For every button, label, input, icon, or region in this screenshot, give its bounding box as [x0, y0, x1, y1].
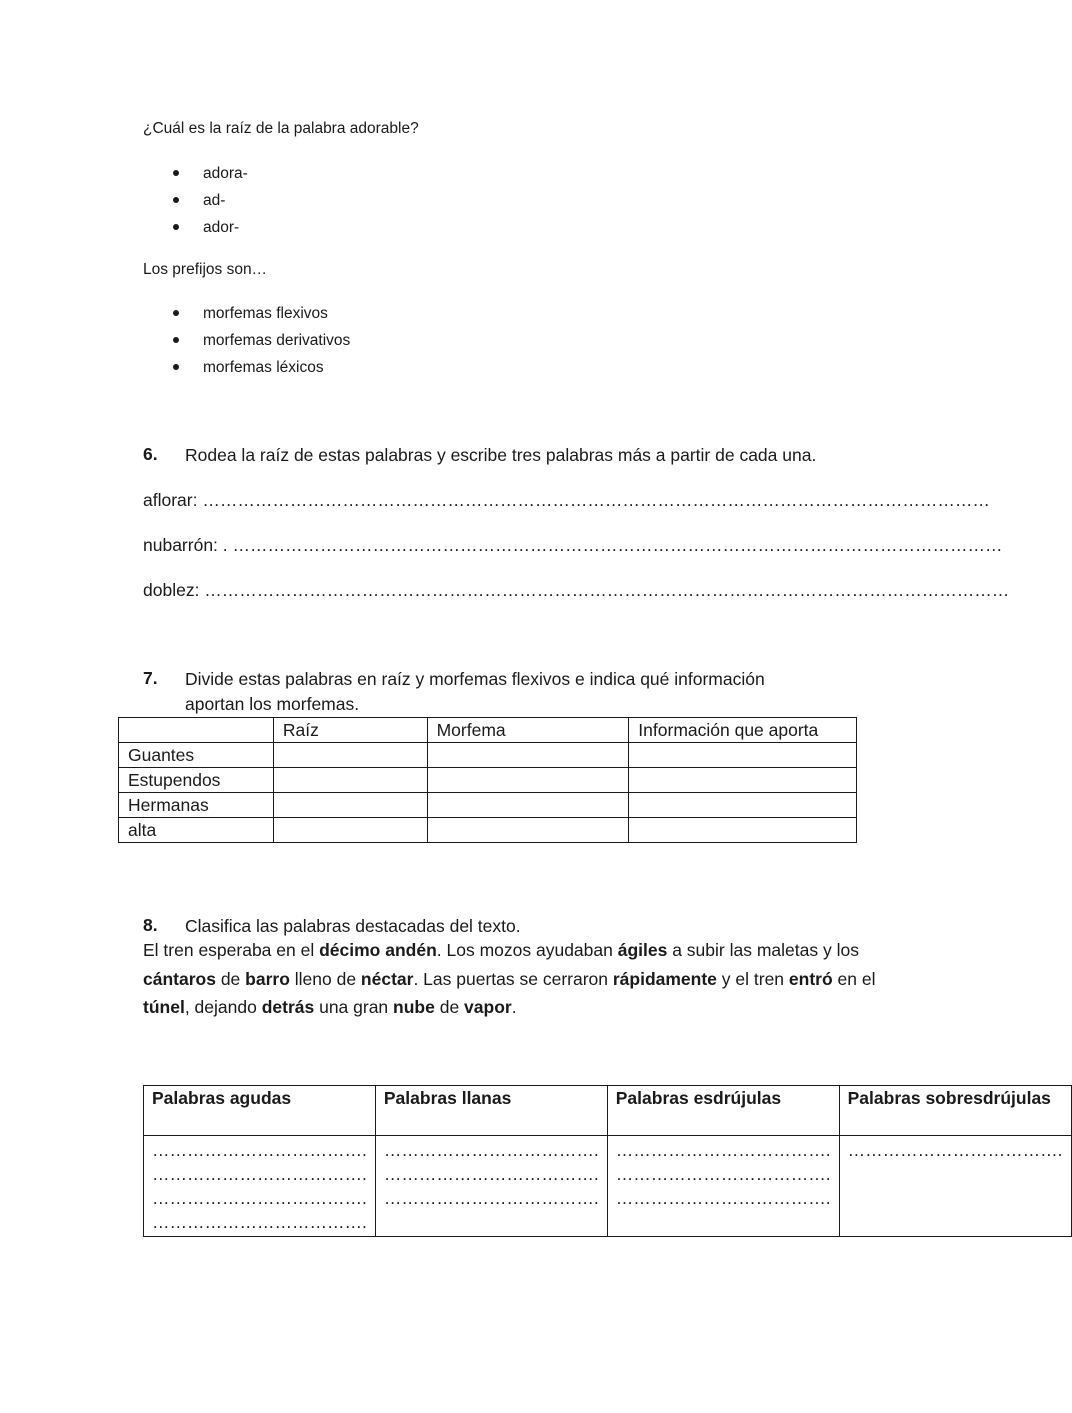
- table-row: [144, 1136, 1072, 1237]
- options-prefijos: [170, 300, 350, 381]
- q7-text-line2: aportan los morfemas.: [185, 694, 360, 714]
- fill-line[interactable]: ……………………………….: [615, 1164, 831, 1184]
- fill-line[interactable]: ……………………………….: [152, 1188, 367, 1208]
- answer-cell[interactable]: [427, 793, 629, 818]
- option-item[interactable]: morfemas léxicos: [170, 354, 350, 381]
- table-header-row: [119, 718, 857, 743]
- highlighted-word: detrás: [261, 997, 315, 1017]
- highlighted-word: cántaros: [143, 968, 216, 989]
- answer-cell[interactable]: [273, 818, 427, 843]
- table-header: Raíz: [273, 718, 427, 743]
- highlighted-word: túnel: [143, 997, 185, 1017]
- q6-line-aflorar[interactable]: aflorar: ………………………………………………………………………………………………………………………: [143, 490, 990, 510]
- bullet-icon: [173, 170, 179, 176]
- answer-cell[interactable]: [427, 743, 629, 768]
- fill-line[interactable]: ……………………………….: [152, 1212, 367, 1232]
- fill-line[interactable]: ……………………………….: [615, 1188, 831, 1208]
- highlighted-word: barro: [245, 968, 290, 989]
- paragraph-text: lleno de: [289, 968, 361, 989]
- paragraph-text: . Las puertas se cerraron: [413, 968, 613, 989]
- q7-number: 7.: [143, 668, 158, 688]
- row-label: alta: [119, 818, 274, 843]
- answer-cell[interactable]: [629, 818, 857, 843]
- paragraph-text: , dejando: [184, 997, 262, 1017]
- answer-cell[interactable]: [273, 768, 427, 793]
- fill-line[interactable]: ……………………………….: [383, 1188, 599, 1208]
- q6-line-doblez[interactable]: doblez: …………………………………………………………………………………………………………………………: [143, 580, 1010, 600]
- answer-cell[interactable]: [273, 743, 427, 768]
- fill-line[interactable]: ……………………………….: [615, 1140, 831, 1160]
- bullet-icon: [173, 364, 179, 370]
- option-item[interactable]: morfemas derivativos: [170, 327, 350, 354]
- option-item[interactable]: morfemas flexivos: [170, 300, 350, 327]
- question-raiz: ¿Cuál es la raíz de la palabra adorable?: [143, 120, 419, 137]
- paragraph-text: El tren esperaba en el: [143, 940, 320, 960]
- q7-text-line1: Divide estas palabras en raíz y morfemas flexivos e indica qué información: [185, 669, 765, 689]
- paragraph-text: de: [434, 997, 465, 1017]
- q6-number: 6.: [143, 444, 158, 464]
- highlighted-word: rápidamente: [612, 968, 717, 989]
- fill-line[interactable]: ……………………………….: [152, 1164, 367, 1184]
- table-row: [119, 818, 857, 843]
- paragraph-text: .: [511, 997, 517, 1017]
- answer-cell[interactable]: [629, 768, 857, 793]
- bullet-icon: [173, 197, 179, 203]
- q6-text: Rodea la raíz de estas palabras y escribe tres palabras más a partir de cada una.: [185, 445, 817, 465]
- row-label: Hermanas: [119, 793, 274, 818]
- answer-cell-agudas[interactable]: [144, 1136, 376, 1237]
- answer-cell-esdrujulas[interactable]: [607, 1136, 839, 1237]
- table-row: [119, 768, 857, 793]
- answer-cell[interactable]: [427, 768, 629, 793]
- answer-cell-llanas[interactable]: [375, 1136, 607, 1237]
- answer-cell[interactable]: [427, 818, 629, 843]
- table-header: Morfema: [427, 718, 629, 743]
- table-header-row: [144, 1086, 1072, 1136]
- highlighted-word: entró: [788, 968, 833, 989]
- answer-cell[interactable]: [273, 793, 427, 818]
- table-header: [119, 718, 274, 743]
- highlighted-word: vapor: [464, 997, 512, 1017]
- row-label: Estupendos: [119, 768, 274, 793]
- question-prefijos: Los prefijos son…: [143, 261, 268, 278]
- options-raiz: [170, 160, 248, 241]
- highlighted-word: nube: [393, 997, 435, 1017]
- fill-line[interactable]: ……………………………….: [383, 1164, 599, 1184]
- paragraph-text: . Los mozos ayudaban: [436, 940, 618, 960]
- fill-line[interactable]: ……………………………….: [383, 1140, 599, 1160]
- answer-cell[interactable]: [629, 793, 857, 818]
- table-row: [119, 743, 857, 768]
- paragraph-text: a subir las maletas y los: [667, 940, 859, 960]
- col-header-esdrujulas: Palabras esdrújulas: [607, 1086, 839, 1136]
- highlighted-word: décimo andén: [319, 940, 437, 960]
- col-header-sobresdrujulas: Palabras sobresdrújulas: [839, 1086, 1071, 1136]
- table-row: [119, 793, 857, 818]
- q7-table: [118, 717, 857, 843]
- q8-text: Clasifica las palabras destacadas del texto.: [185, 916, 521, 936]
- q8-number: 8.: [143, 915, 158, 935]
- q8-table: [143, 1085, 1072, 1237]
- q7-text: [185, 667, 765, 717]
- paragraph-text: una gran: [314, 997, 394, 1017]
- option-item[interactable]: ad-: [170, 187, 248, 214]
- col-header-llanas: Palabras llanas: [375, 1086, 607, 1136]
- paragraph-text: de: [215, 968, 246, 989]
- answer-cell[interactable]: [629, 743, 857, 768]
- row-label: Guantes: [119, 743, 274, 768]
- bullet-icon: [173, 310, 179, 316]
- highlighted-word: néctar: [360, 968, 414, 989]
- paragraph-text: en el: [832, 968, 876, 989]
- q6-line-nubarron[interactable]: nubarrón: . ……………………………………………………………………………………………………………………: [143, 535, 1003, 555]
- highlighted-word: ágiles: [617, 940, 668, 960]
- bullet-icon: [173, 224, 179, 230]
- fill-line[interactable]: ……………………………….: [847, 1140, 1063, 1160]
- answer-cell-sobresdrujulas[interactable]: [839, 1136, 1071, 1237]
- q8-paragraph: [143, 936, 913, 1022]
- col-header-agudas: Palabras agudas: [144, 1086, 376, 1136]
- option-item[interactable]: ador-: [170, 214, 248, 241]
- paragraph-text: y el tren: [716, 968, 789, 989]
- option-item[interactable]: adora-: [170, 160, 248, 187]
- table-header: Información que aporta: [629, 718, 857, 743]
- fill-line[interactable]: ……………………………….: [152, 1140, 367, 1160]
- bullet-icon: [173, 337, 179, 343]
